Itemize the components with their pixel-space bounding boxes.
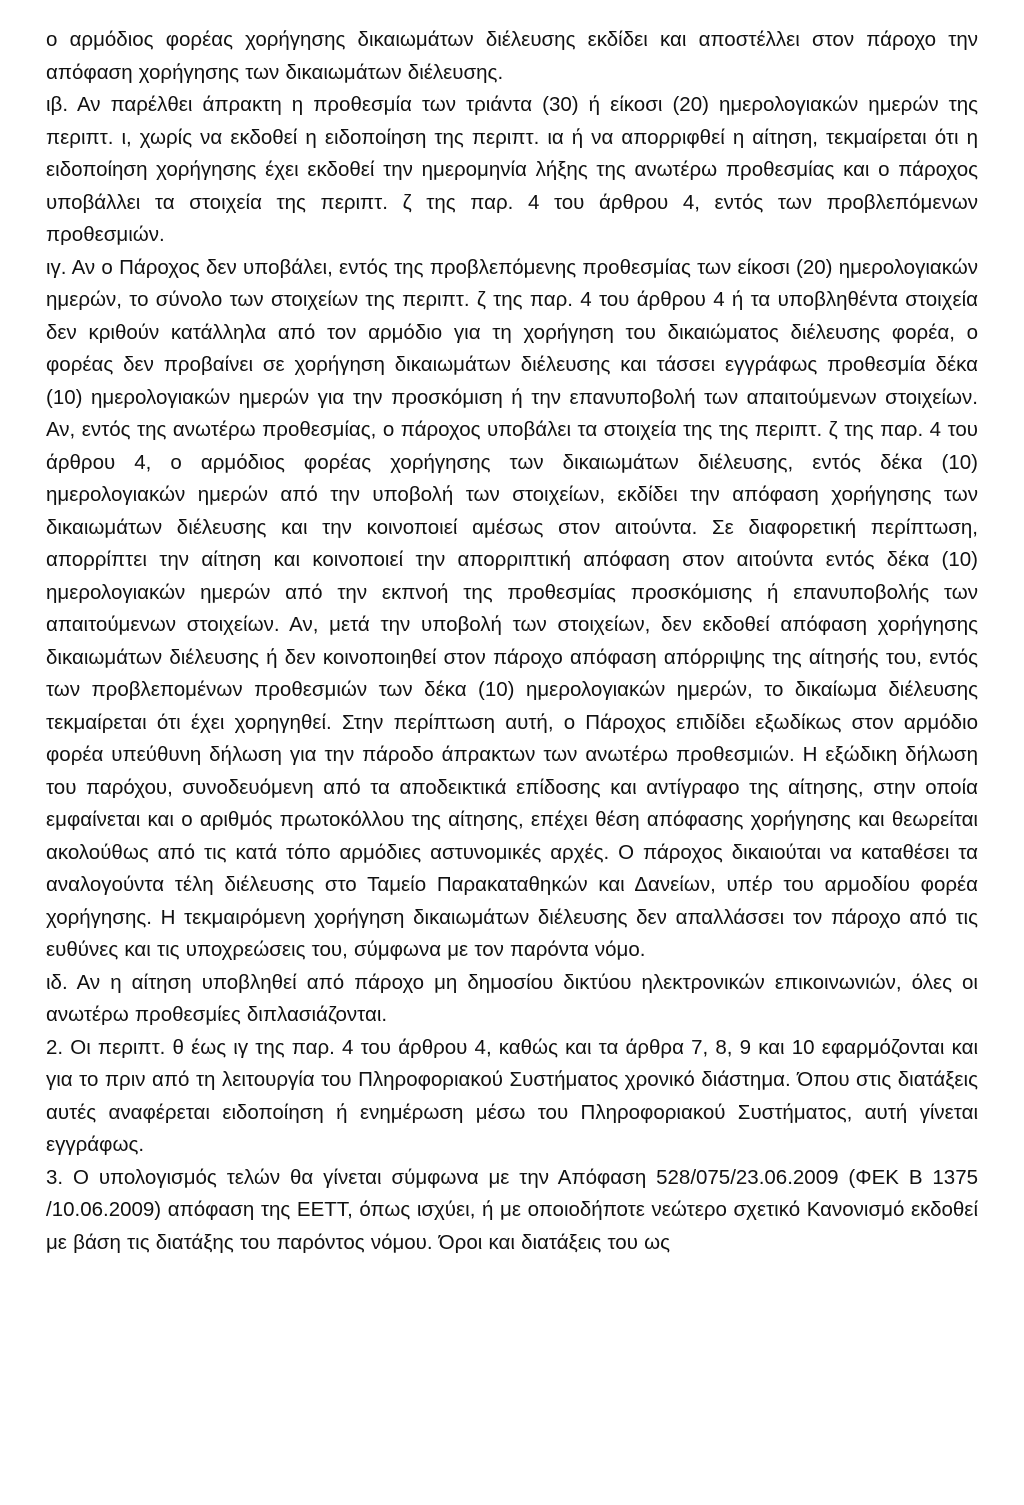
- paragraph-ig: ιγ. Αν ο Πάροχος δεν υποβάλει, εντός της προβλεπόμενης προθεσμίας των είκοσι (20) ημερολογιακών ημερών, το σύνολο των στοιχείων της περιπτ. ζ της παρ. 4 του άρθρου 4 ή τα υποβληθέντα στοιχεία δεν κριθούν κατάλληλα από τον αρμόδιο για τη χορήγηση του δικαιώματος διέλευσης φορέα, ο φορέας δεν προβαίνει σε χορήγηση δικαιωμάτων διέλευσης και τάσσει εγγράφως προθεσμία δέκα (10) ημερολογιακών ημερών για την προσκόμιση ή την επανυποβολή των απαιτούμενων στοιχείων. Αν, εντός της ανωτέρω προθεσμίας, ο πάροχος υποβάλει τα στοιχεία της της περιπτ. ζ της παρ. 4 του άρθρου 4, ο αρμόδιος φορέας χορήγησης των δικαιωμάτων διέλευσης, εντός δέκα (10) ημερολογιακών ημερών από την υποβολή των στοιχείων, εκδίδει την απόφαση χορήγησης των δικαιωμάτων διέλευσης και την κοινοποιεί αμέσως στον αιτούντα. Σε διαφορετική περίπτωση, απορρίπτει την αίτηση και κοινοποιεί την απορριπτική απόφαση στον αιτούντα εντός δέκα (10) ημερολογιακών ημερών από την εκπνοή της προθεσμίας προσκόμισης ή επανυποβολής των απαιτούμενων στοιχείων. Αν, μετά την υποβολή των στοιχείων, δεν εκδοθεί απόφαση χορήγησης δικαιωμάτων διέλευσης ή δεν κοινοποιηθεί στον πάροχο απόφαση απόρριψης της αίτησής του, εντός των προβλεπομένων προθεσμιών των δέκα (10) ημερολογιακών ημερών, το δικαίωμα διέλευσης τεκμαίρεται ότι έχει χορηγηθεί. Στην περίπτωση αυτή, ο Πάροχος επιδίδει εξωδίκως στον αρμόδιο φορέα υπεύθυνη δήλωση για την πάροδο άπρακτων των ανωτέρω προθεσμιών. Η εξώδικη δήλωση του παρόχου, συνοδευόμενη από τα αποδεικτικά επίδοσης και αντίγραφο της αίτησης, στην οποία εμφαίνεται και ο αριθμός πρωτοκόλλου της αίτησης, επέχει θέση απόφασης χορήγησης και θεωρείται ακολούθως από τις κατά τόπο αρμόδιες αστυνομικές αρχές. Ο πάροχος δικαιούται να καταθέσει τα αναλογούντα τέλη διέλευσης στο Ταμείο Παρακαταθηκών και Δανείων, υπέρ του αρμοδίου φορέα χορήγησης. Η τεκμαιρόμενη χορήγηση δικαιωμάτων διέλευσης δεν απαλλάσσει τον πάροχο από τις ευθύνες και τις υποχρεώσεις του, σύμφωνα με τον παρόντα νόμο.: [46, 255, 978, 961]
- paragraph-2: 2. Οι περιπτ. θ έως ιγ της παρ. 4 του άρθρου 4, καθώς και τα άρθρα 7, 8, 9 και 10 εφαρμόζονται και για το πριν από τη λειτουργία του Πληροφοριακού Συστήματος χρονικό διάστημα. Όπου στις διατάξεις αυτές αναφέρεται ειδοποίηση ή ενημέρωση μέσω του Πληροφοριακού Συστήματος, αυτή γίνεται εγγράφως.: [46, 1035, 978, 1156]
- paragraph-3: 3. Ο υπολογισμός τελών θα γίνεται σύμφωνα με την Απόφαση 528/075/23.06.2009 (ΦΕΚ Β 1375 /10.06.2009) απόφαση της ΕΕΤΤ, όπως ισχύει, ή με οποιοδήποτε νεώτερο σχετικό Κανονισμό εκδοθεί με βάση τις διατάξης του παρόντος νόμου. Όροι και διατάξεις του ως: [46, 1165, 978, 1254]
- paragraph-ib: ιβ. Αν παρέλθει άπρακτη η προθεσμία των τριάντα (30) ή είκοσι (20) ημερολογιακών ημερών της περιπτ. ι, χωρίς να εκδοθεί η ειδοποίηση της περιπτ. ια ή να απορριφθεί η αίτηση, τεκμαίρεται ότι η ειδοποίηση χορήγησης έχει εκδοθεί την ημερομηνία λήξης της ανωτέρω προθεσμίας και ο πάροχος υποβάλλει τα στοιχεία της περιπτ. ζ της παρ. 4 του άρθρου 4, εντός των προβλεπόμενων προθεσμιών.: [46, 93, 978, 246]
- paragraph-id: ιδ. Αν η αίτηση υποβληθεί από πάροχο μη δημοσίου δικτύου ηλεκτρονικών επικοινωνιών, όλες οι ανωτέρω προθεσμίες διπλασιάζονται.: [46, 970, 978, 1026]
- paragraph-continuation: ο αρμόδιος φορέας χορήγησης δικαιωμάτων διέλευσης εκδίδει και αποστέλλει στον πάροχο την απόφαση χορήγησης των δικαιωμάτων διέλευσης.: [46, 28, 978, 84]
